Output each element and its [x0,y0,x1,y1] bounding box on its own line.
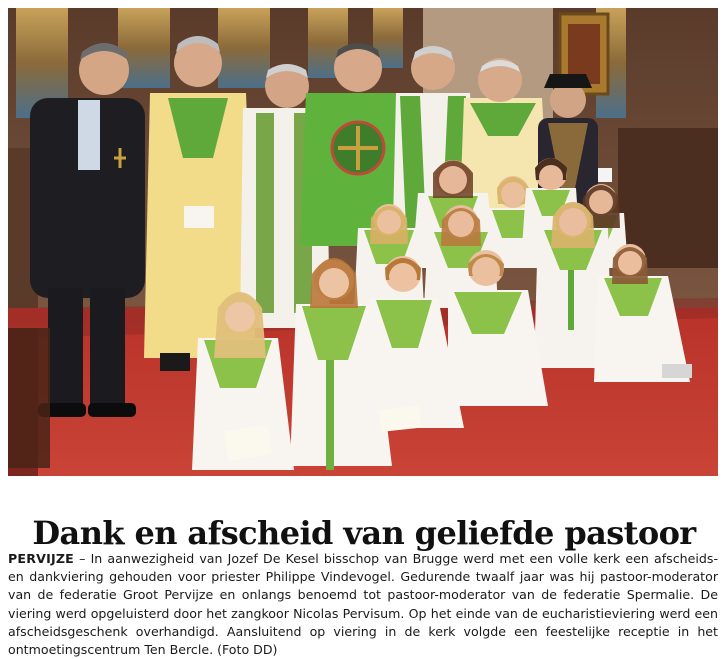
stained-glass-window [218,8,270,88]
dateline: PERVIJZE [8,551,74,566]
dateline-separator: – [73,551,91,566]
chair [8,328,50,468]
headline: Dank en afscheid van geliefde pastoor [32,514,696,553]
article-text: In aanwezigheid van Jozef De Kesel bisschop van Brugge werd met een volle kerk een afscheids- en dankviering gehouden voor priester Philippe Vindevogel. Gedurende twaalf jaar was hij pastoor-moderator van de federatie Groot Pervijze en onlangs benoemd tot pastoor-moderator van de federatie Spermalie. De viering werd opgeluisterd door het zangkoor Nicolas Pervisum. Op het einde van de eucharistieviering werd een afscheidsgeschenk overhandigd. Aansluitend op viering in de kerk volgde een feestelijke receptie in het ontmoetingscentrum Ten Bercle. (Foto DD) [8,551,718,658]
group-photo [8,8,718,476]
article-body [8,550,718,659]
